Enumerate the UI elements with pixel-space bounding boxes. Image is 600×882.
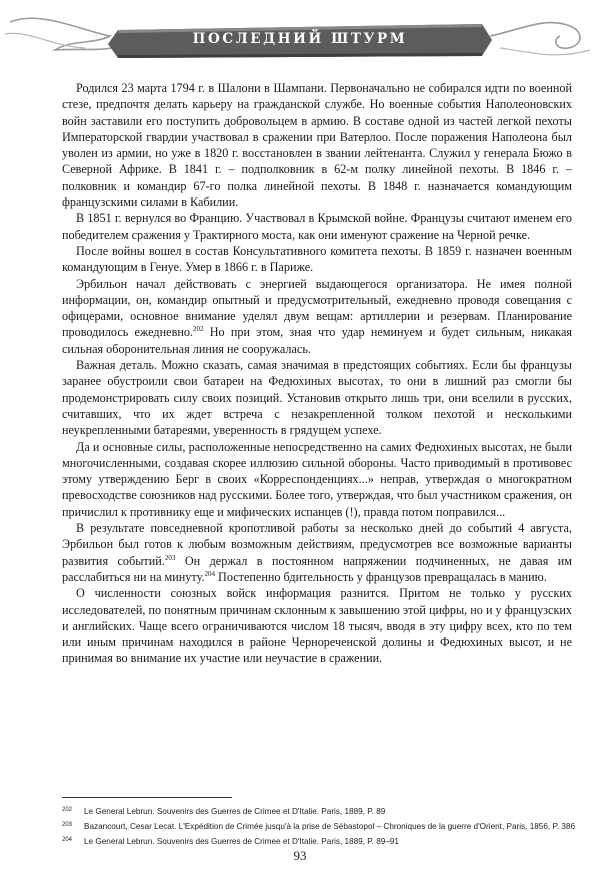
footnote-ref-204[interactable]: 204 xyxy=(204,569,215,578)
paragraph-3: После войны вошел в состав Консультативного комитета пехоты. В 1859 г. назначен военным командующим в Генуе. Умер в 1866 г. в Париже. xyxy=(62,243,572,275)
chapter-title: ПОСЛЕДНИЙ ШТУРМ xyxy=(192,31,408,47)
page-number: 93 xyxy=(293,848,307,863)
footnote-204 xyxy=(62,834,582,849)
footnote-number: 202 xyxy=(62,807,73,813)
footnote-text: Le General Lebrun. Souvenirs des Guerres de Crimee et D'Italie. Paris, 1889, P. 89 xyxy=(84,807,386,816)
paragraph-7-text: В результате повседневной кропотливой работы за несколько дней до событий 4 августа, Эрбильон был готов к любым возможным действиям, предусмотрев все возможные варианты развития событий. xyxy=(62,521,572,568)
footnote-202 xyxy=(62,804,582,819)
paragraph-8: О численности союзных войск информация разнится. Притом не только у русских исследователей, по понятным причинам склонным к завышению этой цифры, но и у французских и английских. Чаще всего ограничиваются числом 18 тысяч, вводя в эту цифру всех, кто по тем или иным причинам находился в районе Чернореченской долины и Федюхиных высот, и не принимая во внимание их участие или неучастие в сражении. xyxy=(62,586,572,666)
body-text xyxy=(62,80,572,667)
paragraph-2: В 1851 г. вернулся во Францию. Участвовал в Крымской войне. Французы считают именем его победителем сражения у Трактирного моста, как они именуют сражение на Черной речке. xyxy=(62,211,572,242)
paragraph-7-after: Он держал в постоянном напряжении подчиненных, не давая им расслабиться ни на минуту. xyxy=(62,553,573,584)
footnote-number: 203 xyxy=(62,822,73,828)
footnote-number: 204 xyxy=(62,837,73,843)
right-flourish-icon xyxy=(490,23,580,49)
paragraph-6: Да и основные силы, расположенные непосредственно на самих Федюхиных высотах, не были многочисленными, создавая скорее иллюзию сильной обороны. Часто приводимый в противовес этому утверждению Берг в своих «Корреспонденциях...» неправ, утверждая о многократном превосходстве союзников над русскими. Более того, утверждая, что был участником сражения, он причислил к противнику еще и мифических испанцев (!), правда потом поправился... xyxy=(62,439,572,519)
footnote-ref-202[interactable]: 202 xyxy=(192,325,204,334)
paragraph-7-after2: Постепенно бдительность у французов превращалась в манию. xyxy=(215,569,547,584)
paragraph-5: Важная деталь. Можно сказать, самая значимая в предстоящих событиях. Если бы французы заранее обустроили свои батареи на Федюхиных высотах, то они в лишний раз смогли бы продемонстрировать силу своих позиций. Установив открыто лишь три, они вселили в русских, считавших, что их ждет встреча с незакрепленной толком пехотой и несколькими неукрепленными батареями, уверенность в грядущем успехе. xyxy=(62,358,572,438)
footnote-text: Bazancourt, Cesar Lecat. L'Expédition de Crimée jusqu'à la prise de Sébastopol – Chroniques de la guerre d'Orient, Paris, 1856, P. 386 xyxy=(84,822,576,831)
page-header xyxy=(0,0,600,78)
paragraph-4 xyxy=(62,276,572,357)
footnotes xyxy=(62,804,582,849)
paragraph-4-after: Но при этом, зная что удар неминуем и будет сильным, никакая сильная оборонительная линия не сооружалась. xyxy=(62,325,572,356)
footnote-divider xyxy=(62,797,232,798)
footnote-ref-203[interactable]: 203 xyxy=(164,553,176,562)
paragraph-7 xyxy=(62,520,572,585)
paragraph-1: Родился 23 марта 1794 г. в Шалони в Шампани. Первоначально не собирался идти по военной стезе, предпочтя делать карьеру на гражданской службе. Но военные события Наполеоновских войн заставили его поступить добровольцем в армию. В составе одной из частей легкой пехоты Императорской гвардии участвовал в сражении при Ватерлоо. После поражения Наполеона был уволен из армии, но уже в 1820 г. восстановлен в звании лейтенанта. Служил у генерала Бюжо в Северной Африке. В 1841 г. – подполковник в 62-м полку линейной пехоты. В 1846 г. – полковник и командир 67-го полка линейной пехоты. В 1848 г. назначается командующим французскими силами в Кабилии. xyxy=(62,81,572,210)
paragraph-4-text: Эрбильон начал действовать с энергией выдающегося организатора. Не имея полной информации, он, командир опытный и предусмотрительный, ежедневно проводя совещания с офицерами, основное внимание уделял двум вещам: артиллерии и резервам. Планирование проводилось ежедневно. xyxy=(62,276,572,340)
footnote-203 xyxy=(62,819,582,834)
footnote-text: Le General Lebrun. Souvenirs des Guerres de Crimee et D'Italie. Paris, 1889, P. 89–91 xyxy=(84,837,399,846)
